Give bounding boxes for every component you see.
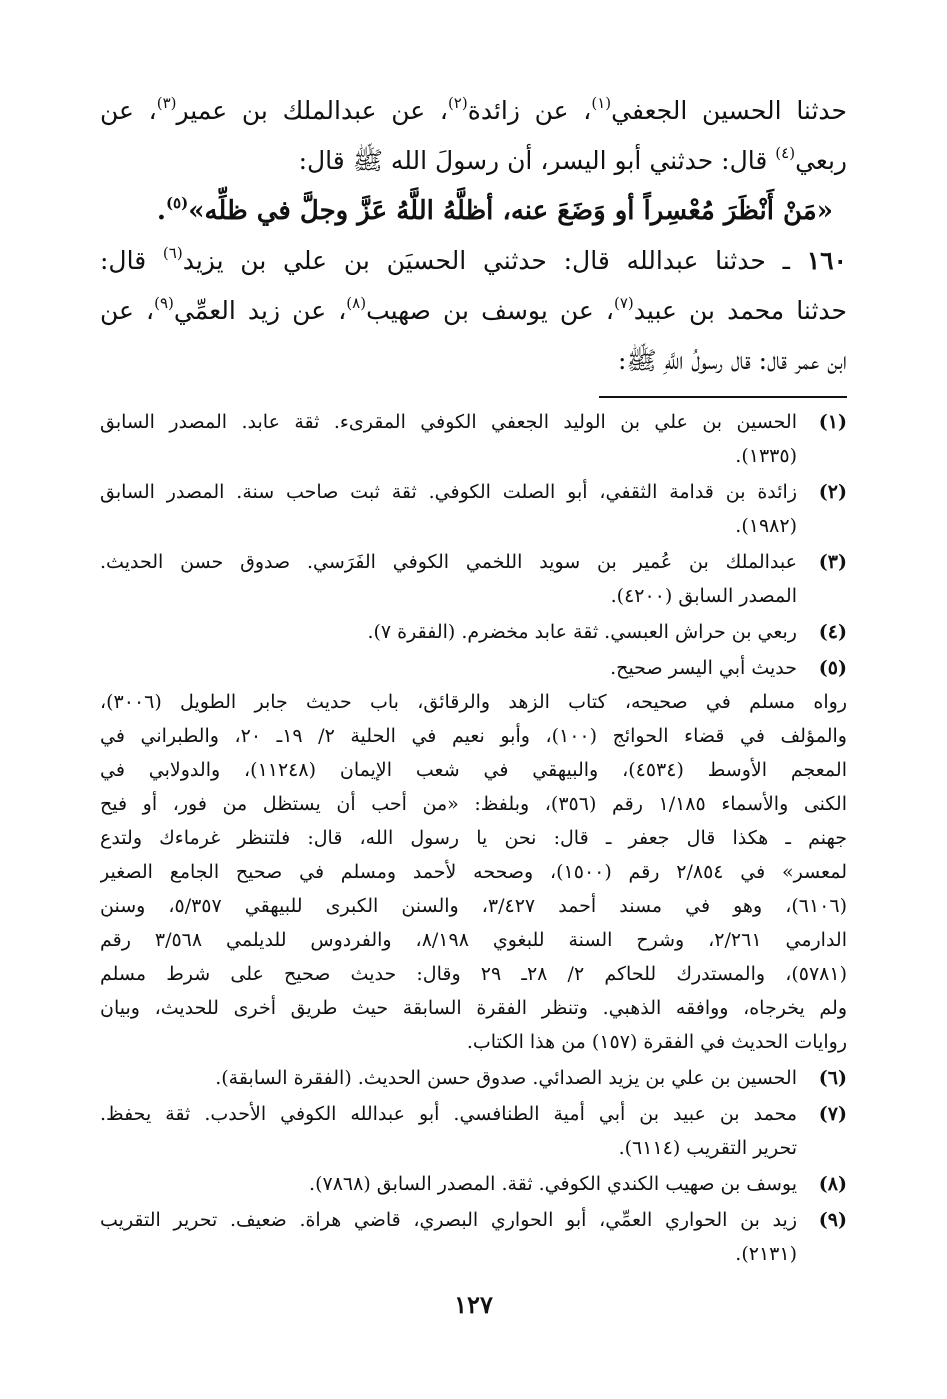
footnote-body	[100, 1061, 797, 1095]
footnote-line: الحسين بن علي بن يزيد الصدائي. صدوق حسن الحديث. (الفقرة السابقة).	[215, 1067, 797, 1089]
footnote-line: الدارمي ٢/٢٦١، وشرح السنة للبغوي ٨/١٩٨، والفردوس للديلمي ٣/٥٦٨ رقم	[100, 929, 847, 951]
text-segment: ، عن زيد العمِّي	[173, 296, 347, 325]
footnote-body	[100, 405, 797, 473]
footnote-ref[interactable]: (٢)	[447, 94, 468, 112]
text-segment: حدثنا الحسين الجعفي	[611, 96, 848, 125]
footnote-line: ولم يخرجاه، ووافقه الذهبي. وتنظر الفقرة السابقة حيث طريق أخرى للحديث، وبيان	[100, 997, 847, 1019]
footnote-mark: (٤)	[818, 621, 847, 643]
footnote-ref[interactable]: (٣)	[156, 94, 177, 112]
footnote-5-takhrij	[100, 685, 847, 1059]
main-text	[100, 86, 847, 386]
footnote-1	[100, 405, 847, 473]
footnote-body	[100, 1203, 797, 1271]
footnote-8	[100, 1167, 847, 1201]
footnote-line: رواه مسلم في صحيحه، كتاب الزهد والرقائق، باب حديث جابر الطويل (٣٠٠٦)،	[100, 691, 847, 713]
page-number: ١٢٧	[454, 1290, 493, 1319]
footnote-line: ربعي بن حراش العبسي. ثقة عابد مخضرم. (الفقرة ٧).	[367, 621, 797, 643]
text-segment: ، عن	[100, 296, 155, 325]
footnote-body	[100, 1097, 797, 1165]
footnote-line: روايات الحديث في الفقرة (١٥٧) من هذا الكتاب.	[466, 1031, 847, 1053]
footnote-6	[100, 1061, 847, 1095]
footnote-line: لمعسر» في ٢/٨٥٤ رقم (١٥٠٠)، وصححه لأحمد ومسلم في صحيح الجامع الصغير	[100, 861, 847, 883]
text-segment: ، عن يوسف بن صهيب	[366, 296, 614, 325]
text-segment: «مَنْ أَنْظَرَ مُعْسِراً أو وَضَعَ عنه، أظلَّهُ اللَّهُ عَزَّ وجلَّ في ظلِّه»	[188, 196, 833, 226]
footnote-line: جهنم ـ هكذا قال جعفر ـ قال: نحن يا رسول الله، قال: فلتنظر غرماءك ولتدع	[100, 827, 847, 849]
footnote-mark: (٨)	[818, 1173, 847, 1195]
footnote-ref[interactable]: (٦)	[162, 244, 183, 262]
text-segment: ابن عمر قال: قال رسولُ اللَّهِ ﷺ:	[618, 346, 847, 375]
footnote-line: (٦١٠٦)، وهو في مسند أحمد ٣/٤٢٧، والسنن الكبرى للبيهقي ٥/٣٥٧، وسنن	[100, 895, 847, 917]
footnote-line: الكنى والأسماء ١/١٨٥ رقم (٣٥٦)، وبلفظ: «من أحب أن يستظل من فور، أو فيح	[100, 793, 847, 815]
text-segment: حدثنا محمد بن عبيد	[633, 296, 847, 325]
text-segment: ربعي	[795, 146, 847, 175]
footnote-line: زائدة بن قدامة الثقفي، أبو الصلت الكوفي. ثقة ثبت صاحب سنة. المصدر السابق	[100, 481, 797, 503]
footnote-9	[100, 1203, 847, 1271]
footnote-ref[interactable]: (٨)	[346, 294, 367, 312]
footnote-4	[100, 615, 847, 649]
footnote-line: يوسف بن صهيب الكندي الكوفي. ثقة. المصدر السابق (٧٨٦٨).	[309, 1173, 797, 1195]
text-segment: قال: حدثني أبو اليسر، أن رسولَ الله ﷺ قال:	[298, 146, 776, 175]
footnote-body	[100, 685, 847, 1059]
footnote-line: عبدالملك بن عُمير بن سويد اللخمي الكوفي الفَرَسي. صدوق حسن الحديث.	[100, 551, 797, 573]
footnote-2	[100, 475, 847, 543]
footnote-mark: (١)	[818, 411, 847, 433]
footnote-body	[100, 475, 797, 543]
text-segment: ـ حدثنا عبدالله قال: حدثني الحسيَن بن علي بن يزيد	[182, 246, 807, 275]
footnote-line: زيد بن الحواري العمِّي، أبو الحواري البصري، قاضي هراة. ضعيف. تحرير التقريب	[100, 1209, 797, 1231]
footnote-line: (٥٧٨١)، والمستدرك للحاكم ٢/ ٢٨ـ ٢٩ وقال: حديث صحيح على شرط مسلم	[100, 963, 847, 985]
footnote-line: حديث أبي اليسر صحيح.	[610, 657, 797, 679]
footnote-ref[interactable]: (٥)	[165, 194, 189, 212]
text-segment: ، عن عبدالملك بن عمير	[176, 96, 448, 125]
footnote-body	[100, 615, 797, 649]
footnote-line: الحسين بن علي بن الوليد الجعفي الكوفي المقرىء. ثقة عابد. المصدر السابق	[100, 411, 797, 433]
footnote-line: تحرير التقريب (٦١١٤).	[618, 1137, 797, 1159]
footnote-5	[100, 651, 847, 685]
footnote-ref[interactable]: (٤)	[775, 144, 796, 162]
footnotes	[100, 405, 847, 1271]
footnote-body	[100, 1167, 797, 1201]
text-line-1	[100, 86, 847, 136]
footnote-3	[100, 545, 847, 613]
footnote-body	[100, 545, 797, 613]
footnote-mark: (٩)	[818, 1209, 847, 1231]
paragraph-number: ١٦٠	[806, 246, 847, 275]
footnote-line: (١٩٨٢).	[735, 515, 797, 537]
footnote-line: محمد بن عبيد بن أبي أمية الطنافسي. أبو عبدالله الكوفي الأحدب. ثقة يحفظ.	[100, 1103, 797, 1125]
text-segment: ، عن	[100, 96, 157, 125]
text-segment: ، عن زائدة	[467, 96, 592, 125]
hadith-text	[100, 186, 847, 236]
footnote-line: (١٣٣٥).	[735, 445, 797, 467]
footnote-mark: (٢)	[818, 481, 847, 503]
footnote-ref[interactable]: (٧)	[614, 294, 634, 312]
footnote-divider	[599, 396, 847, 398]
text-segment: .	[156, 196, 166, 226]
footnote-body	[100, 651, 797, 685]
footnote-ref[interactable]: (٩)	[154, 294, 174, 312]
footnote-mark: (٧)	[818, 1103, 847, 1125]
footnote-7	[100, 1097, 847, 1165]
footnote-line: (٢١٣١).	[735, 1243, 797, 1265]
text-segment: قال:	[100, 246, 163, 275]
footnote-line: والمؤلف في قضاء الحوائج (١٠٠)، وأبو نعيم في الحلية ٢/ ١٩ـ ٢٠، والطبراني في	[100, 725, 847, 747]
footnote-line: المصدر السابق (٤٢٠٠).	[610, 585, 797, 607]
text-line-4	[100, 236, 847, 286]
text-line-5	[100, 286, 847, 336]
footnote-ref[interactable]: (١)	[591, 94, 612, 112]
footnote-line: المعجم الأوسط (٤٥٣٤)، والبيهقي في شعب الإيمان (١١٢٤٨)، والدولابي في	[100, 759, 847, 781]
footnote-mark: (٥)	[818, 657, 847, 679]
text-line-6	[100, 336, 847, 386]
footnote-mark: (٣)	[818, 551, 847, 573]
text-line-2	[100, 136, 847, 186]
footnote-mark: (٦)	[818, 1067, 847, 1089]
